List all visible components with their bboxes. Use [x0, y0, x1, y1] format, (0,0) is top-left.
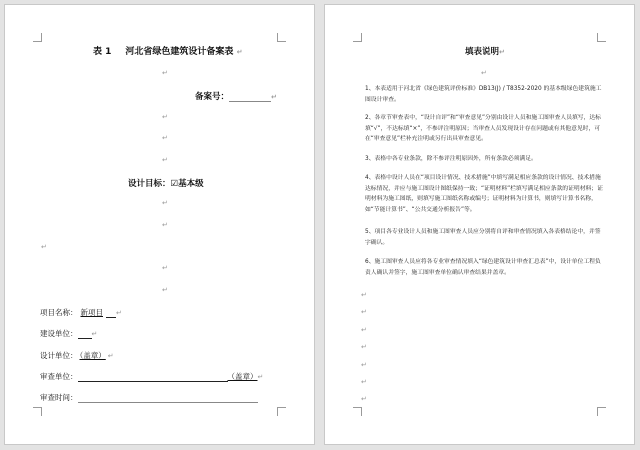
instruction-note-3[interactable]: 3、表格中各专业条款，除不参评注明原因外，所有条款必须满足。: [365, 156, 537, 162]
paragraph-mark-icon: ↵: [257, 373, 264, 381]
review-unit-field[interactable]: [78, 372, 228, 382]
instruction-note-1[interactable]: 1、本表适用于河北省《绿色建筑评价标准》DB13(J) / T8352-2020 的基本级绿色建筑施工图设计审查。: [365, 86, 602, 103]
paragraph-mark-icon: ↵: [499, 48, 505, 56]
table-title: 河北省绿色建筑设计备案表: [125, 47, 234, 57]
underline: [106, 308, 116, 318]
paragraph-mark-icon: ↵: [91, 330, 98, 338]
margin-corner-mark: [597, 33, 606, 42]
field-label: 审查时间：: [40, 393, 78, 402]
instruction-note-5[interactable]: 5、项目各专业设计人员和施工图审查人员应分别将自评和审查情况填入各表格结论中，并签字确认。: [365, 229, 601, 246]
paragraph-mark-icon: ↵: [162, 264, 168, 272]
field-label: 审查单位：: [40, 372, 78, 381]
paragraph-mark-icon: ↵: [116, 309, 122, 317]
checkbox-checked-icon[interactable]: ☑: [170, 179, 179, 189]
paragraph-mark-icon: ↵: [361, 326, 367, 334]
design-target-label: 设计目标：: [128, 179, 171, 189]
instruction-note-4[interactable]: 4、表格中设计人员在“项目设计情况、技术措施”中填写满足相应条款的设计情况、技术措施达标情况，并应与施工图设计图纸保持一致；“证明材料”栏填写满足相应条款的证明材料；证明材料为施工图纸，则填写施工图纸名称或编号；证明材料为计算书，则填写计算书名称，如“节能计算书”、“公共交通分析报告”等。: [365, 175, 603, 213]
review-unit-row[interactable]: [40, 371, 263, 382]
margin-corner-mark: [353, 407, 362, 416]
design-unit-value[interactable]: （盖章）: [79, 351, 106, 360]
paragraph-mark-icon: ↵: [162, 134, 168, 142]
margin-corner-mark: [277, 33, 286, 42]
project-name-value[interactable]: 新项目: [80, 308, 103, 317]
paragraph-mark-icon: ↵: [271, 93, 277, 101]
record-number-line[interactable]: [195, 90, 277, 102]
paragraph-mark-icon: ↵: [162, 286, 168, 294]
record-number-label: 备案号：: [195, 92, 230, 102]
paragraph-mark-icon: ↵: [162, 199, 168, 207]
paragraph-mark-icon: ↵: [107, 352, 114, 360]
design-target-value: 基本级: [178, 179, 204, 189]
construction-unit-field[interactable]: [78, 329, 92, 339]
paragraph-mark-icon: ↵: [361, 378, 367, 386]
review-unit-seal: （盖章）: [227, 372, 258, 381]
instruction-note-6[interactable]: 6、施工图审查人员应将各专业审查情况填入“绿色建筑设计审查汇总表”中，设计单位工程负责人确认并签字，施工图审查单位确认审查结果并盖章。: [365, 259, 601, 276]
construction-unit-row[interactable]: [40, 328, 97, 339]
margin-corner-mark: [33, 407, 42, 416]
document-page-1: [4, 4, 315, 445]
table-number: 表 1: [93, 47, 112, 57]
paragraph-mark-icon: ↵: [236, 48, 243, 56]
paragraph-mark-icon: ↵: [41, 243, 47, 251]
instructions-title-text: 填表说明: [465, 47, 500, 57]
design-unit-row[interactable]: [40, 350, 114, 361]
paragraph-mark-icon: ↵: [162, 156, 168, 164]
field-label: 建设单位：: [40, 329, 78, 338]
document-page-2: [324, 4, 635, 445]
review-time-row[interactable]: [40, 392, 258, 403]
paragraph-mark-icon: ↵: [162, 69, 168, 77]
project-name-row[interactable]: [40, 307, 122, 318]
paragraph-mark-icon: ↵: [162, 221, 168, 229]
paragraph-mark-icon: ↵: [361, 361, 367, 369]
paragraph-mark-icon: ↵: [361, 395, 367, 403]
margin-corner-mark: [597, 407, 606, 416]
design-target-line[interactable]: [128, 177, 204, 189]
margin-corner-mark: [33, 33, 42, 42]
record-number-field[interactable]: [229, 92, 271, 102]
field-label: 项目名称：: [40, 308, 78, 317]
paragraph-mark-icon: ↵: [361, 308, 367, 316]
instructions-title[interactable]: [465, 45, 505, 57]
paragraph-mark-icon: ↵: [361, 343, 367, 351]
paragraph-mark-icon: ↵: [481, 69, 487, 77]
margin-corner-mark: [353, 33, 362, 42]
page-title[interactable]: [93, 44, 242, 57]
paragraph-mark-icon: ↵: [162, 113, 168, 121]
instruction-note-2[interactable]: 2、各章节审查表中，“设计自评”和“审查意见”分别由设计人员和施工图审查人员填写，达标填“√”，不达标填“×”，不参评注明原因；当审查人员发现设计存在问题或有其他意见时，可在“审查意见”栏补充注明或另行出具审查意见。: [365, 115, 601, 142]
margin-corner-mark: [277, 407, 286, 416]
paragraph-mark-icon: ↵: [361, 291, 367, 299]
review-time-field[interactable]: [78, 393, 258, 403]
field-label: 设计单位：: [40, 351, 78, 360]
